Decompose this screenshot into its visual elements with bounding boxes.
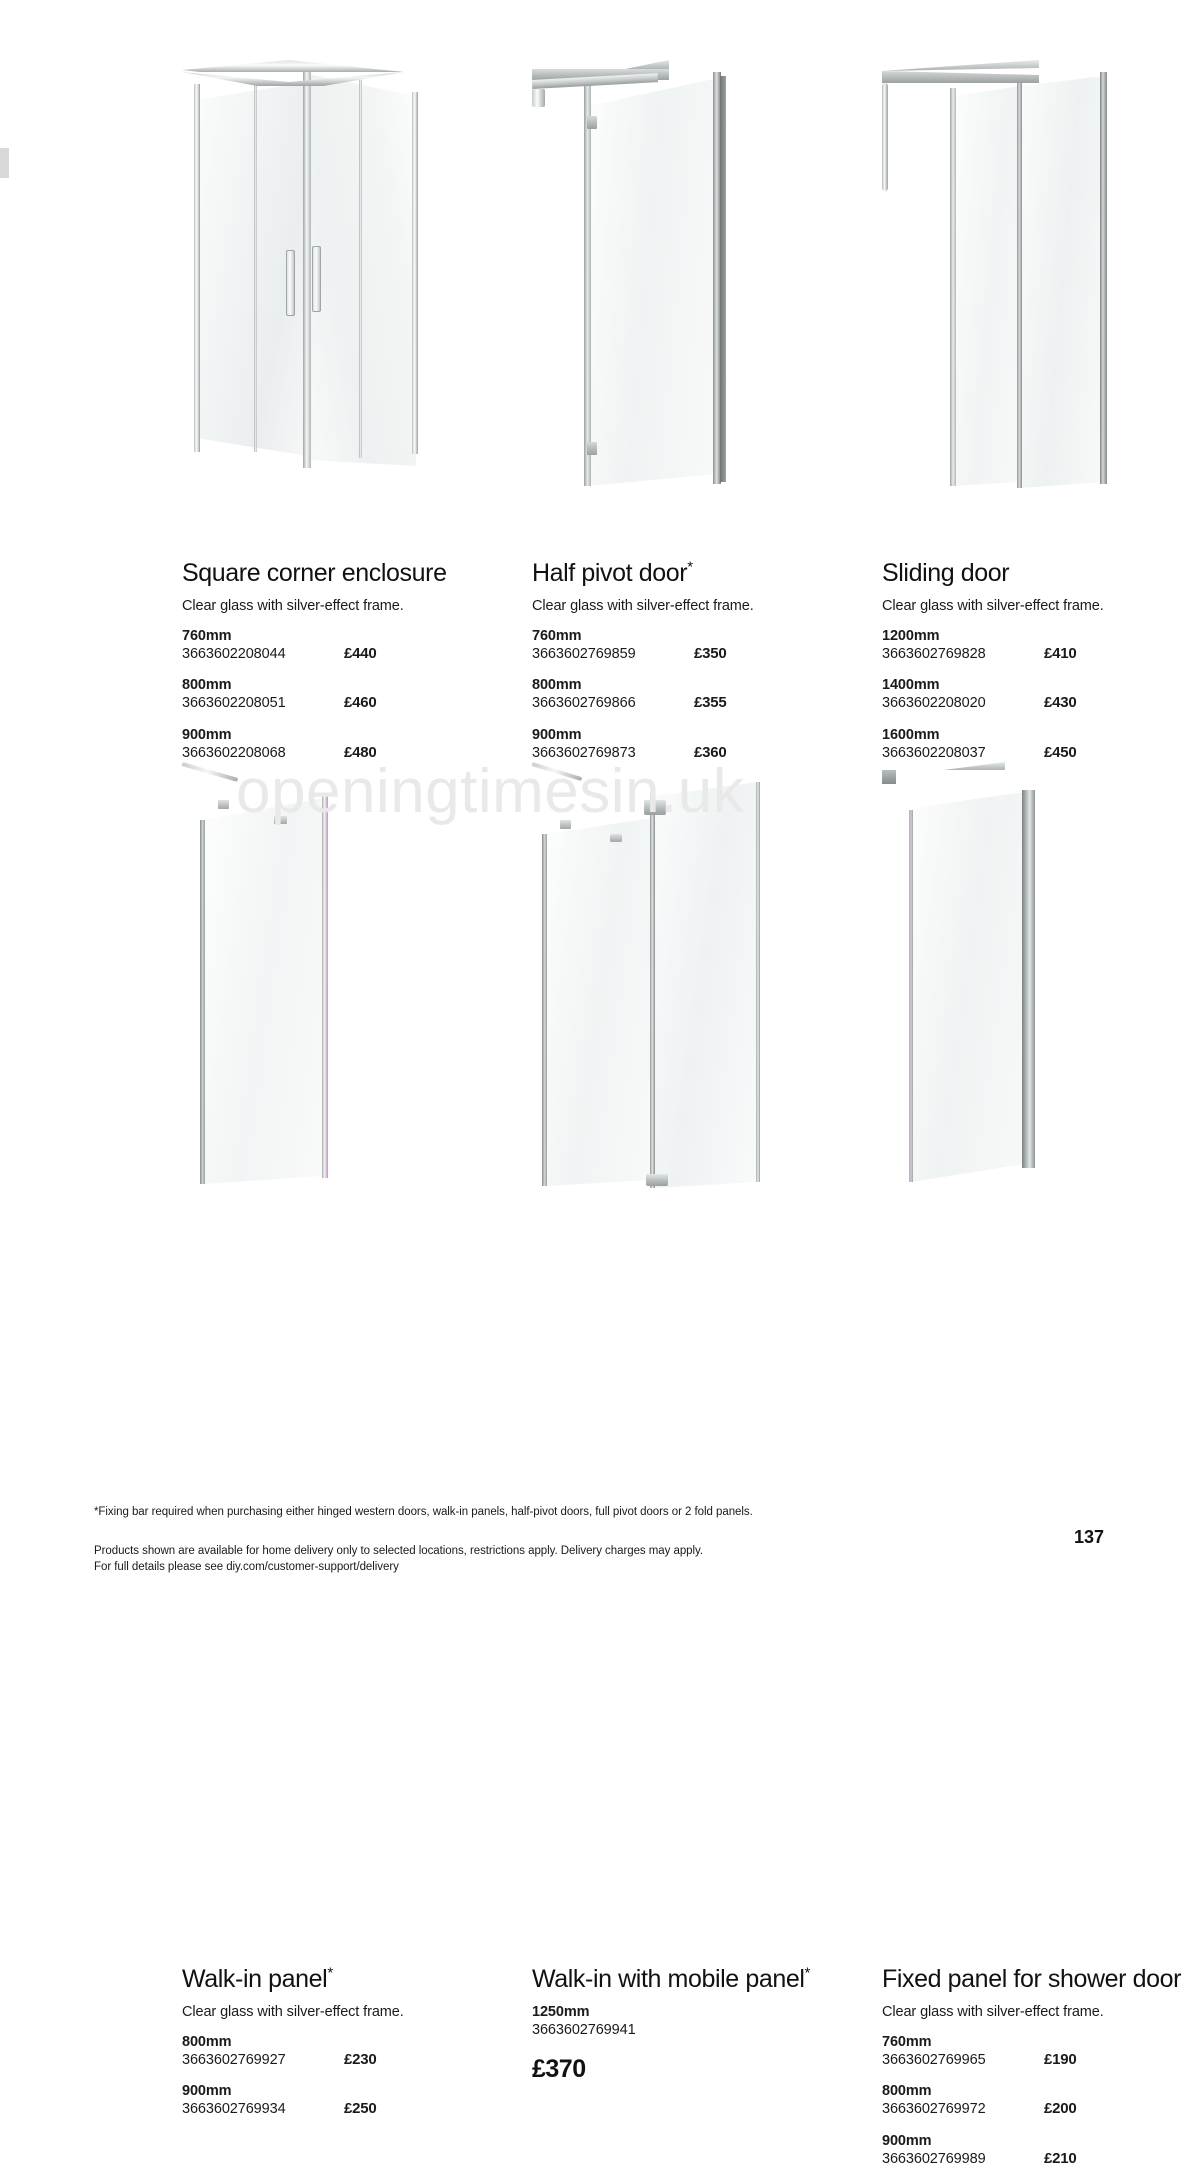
variant-size: 800mm <box>182 2034 232 2051</box>
product-image-half-pivot-door <box>532 60 852 480</box>
product-info-walk-in-panel <box>182 1966 502 2132</box>
variant-row[interactable] <box>182 2033 502 2069</box>
product-image-sliding-door <box>882 60 1200 480</box>
variant-code: 3663602769866 <box>532 695 636 712</box>
footnote-fixing-bar: *Fixing bar required when purchasing either hinged western doors, walk-in panels, half-pivot doors, full pivot doors or 2 fold panels. <box>94 1506 753 1518</box>
variant-price: £480 <box>344 743 377 761</box>
product-card-sliding-door[interactable] <box>882 60 1200 761</box>
sliding-door-bottom-rail <box>882 71 1039 83</box>
fixed-panel-bottom-foot <box>882 770 896 784</box>
variant-row[interactable] <box>882 627 1200 663</box>
variant-code: 3663602769859 <box>532 646 636 663</box>
footnote-delivery-line-2: For full details please see diy.com/customer-support/delivery <box>94 1561 399 1574</box>
mobile-panel-glass-bracket <box>610 834 622 842</box>
product-info-square-corner-enclosure <box>182 560 502 775</box>
variant-size: 900mm <box>882 2132 932 2149</box>
variant-code: 3663602208044 <box>182 646 286 663</box>
pivot-door-side-edge <box>720 76 726 482</box>
product-card-square-corner-enclosure[interactable] <box>182 60 502 761</box>
enclosure-top-rail <box>182 60 404 72</box>
page-footer <box>94 1505 1104 1576</box>
variant-price: £370 <box>532 2054 586 2083</box>
product-title: Half pivot door* <box>532 558 693 587</box>
product-image-fixed-panel <box>882 762 1200 1192</box>
enclosure-corner-post <box>303 72 311 468</box>
mobile-panel-support-arm <box>531 762 582 781</box>
pivot-door-top-rail <box>532 60 669 69</box>
mobile-panel-glass-small <box>546 818 652 1186</box>
product-title: Fixed panel for shower door <box>882 1965 1182 1993</box>
variant-size: 760mm <box>532 628 582 645</box>
product-description: Clear glass with silver-effect frame. <box>182 597 404 614</box>
product-image-walk-in-panel <box>182 762 502 1192</box>
enclosure-left-frame <box>194 84 200 452</box>
variant-price: £350 <box>694 645 727 663</box>
mobile-panel-hinge-post <box>650 794 655 1188</box>
product-title: Square corner enclosure <box>182 559 447 587</box>
walk-in-panel-wall-bracket <box>218 800 229 809</box>
variant-row[interactable] <box>882 726 1200 762</box>
variant-size: 800mm <box>182 677 232 694</box>
enclosure-handle-right <box>312 246 321 312</box>
variant-code: 3663602769873 <box>532 744 636 761</box>
sliding-door-divider <box>1017 80 1022 488</box>
walk-in-panel-right-edge <box>322 796 328 1178</box>
product-card-half-pivot-door[interactable] <box>532 60 852 761</box>
variant-size: 1250mm <box>532 2003 590 2020</box>
mobile-panel-bottom-clamp <box>646 1174 668 1186</box>
variant-list <box>882 627 1200 762</box>
fixed-panel-left-edge <box>909 810 913 1182</box>
variant-row[interactable] <box>182 627 502 663</box>
product-title: Walk-in with mobile panel* <box>532 1964 810 1993</box>
walk-in-panel-support-arm <box>181 762 238 782</box>
variant-code: 3663602208051 <box>182 695 286 712</box>
variant-size: 900mm <box>532 726 582 743</box>
product-image-walk-in-with-mobile-panel <box>532 762 852 1192</box>
product-description: Clear glass with silver-effect frame. <box>182 2003 404 2020</box>
sliding-door-panel-fixed <box>954 86 1020 486</box>
product-title: Sliding door <box>882 559 1010 587</box>
variant-code: 3663602769927 <box>182 2052 286 2069</box>
variant-row[interactable] <box>532 627 852 663</box>
variant-list <box>182 627 502 762</box>
fixed-panel-glass <box>912 792 1024 1182</box>
enclosure-handle-left <box>286 250 295 316</box>
walk-in-panel-left-edge <box>200 820 205 1184</box>
variant-code: 3663602769965 <box>882 2052 986 2069</box>
pivot-door-handle <box>532 89 545 107</box>
mobile-panel-left-edge <box>542 834 547 1186</box>
product-info-sliding-door <box>882 560 1200 775</box>
fixed-panel-top-edge <box>882 762 1005 770</box>
footnote-delivery-line-1: Products shown are available for home delivery only to selected locations, restrictions apply. Delivery charges may apply. <box>94 1544 704 1557</box>
sliding-door-right-frame <box>1100 72 1107 484</box>
enclosure-right-frame <box>412 92 418 454</box>
variant-code: 3663602769989 <box>882 2150 986 2167</box>
variant-list <box>882 2033 1200 2168</box>
product-description: Clear glass with silver-effect frame. <box>882 2003 1104 2020</box>
product-description: Clear glass with silver-effect frame. <box>532 597 754 614</box>
footer-divider <box>94 1478 1106 1479</box>
sliding-door-handle <box>882 83 888 191</box>
sliding-door-top-rail <box>882 60 1039 71</box>
variant-code: 3663602769828 <box>882 646 986 663</box>
variant-size: 760mm <box>882 2034 932 2051</box>
variant-size: 800mm <box>532 677 582 694</box>
product-description: Clear glass with silver-effect frame. <box>882 597 1104 614</box>
variant-row[interactable] <box>182 2082 502 2118</box>
variant-price: £250 <box>344 2100 377 2118</box>
variant-price: £410 <box>1044 645 1077 663</box>
variant-row[interactable] <box>532 726 852 762</box>
variant-price: £360 <box>694 743 727 761</box>
pivot-door-hinge-bottom <box>587 442 597 455</box>
variant-code: 3663602769972 <box>882 2101 986 2118</box>
walk-in-panel-glass-bracket <box>274 816 287 824</box>
variant-price: £210 <box>1044 2149 1077 2167</box>
page-number: 137 <box>1073 1527 1104 1547</box>
variant-row[interactable] <box>182 676 502 712</box>
product-info-walk-in-with-mobile-panel <box>532 1966 852 2084</box>
variant-code: 3663602208037 <box>882 744 986 761</box>
variant-row[interactable] <box>882 2082 1200 2118</box>
variant-size: 760mm <box>182 628 232 645</box>
mobile-panel-right-edge <box>756 782 760 1182</box>
variant-list <box>182 2033 502 2119</box>
variant-price: £450 <box>1044 743 1077 761</box>
variant-price: £230 <box>344 2051 377 2069</box>
walk-in-panel-glass <box>204 798 324 1184</box>
variant-row[interactable] <box>882 2132 1200 2168</box>
variant-price: £430 <box>1044 694 1077 712</box>
variant-row[interactable] <box>532 2003 852 2039</box>
variant-list <box>532 627 852 762</box>
variant-price: £200 <box>1044 2100 1077 2118</box>
variant-size: 1200mm <box>882 628 940 645</box>
variant-row[interactable] <box>532 676 852 712</box>
variant-code: 3663602769941 <box>532 2021 636 2038</box>
enclosure-left-mullion <box>254 86 257 452</box>
enclosure-right-glass <box>308 74 416 466</box>
product-card-walk-in-with-mobile-panel[interactable] <box>532 762 852 2083</box>
variant-price: £355 <box>694 694 727 712</box>
product-title: Walk-in panel* <box>182 1964 333 1993</box>
fixed-panel-right-profile <box>1022 790 1035 1168</box>
variant-size: 1400mm <box>882 677 940 694</box>
mobile-panel-top-clamp <box>644 800 666 815</box>
variant-price: £190 <box>1044 2051 1077 2069</box>
variant-size: 1600mm <box>882 726 940 743</box>
variant-row[interactable] <box>882 676 1200 712</box>
enclosure-right-mullion <box>359 80 362 458</box>
variant-row[interactable] <box>182 726 502 762</box>
mobile-panel-glass-large <box>654 782 758 1188</box>
variant-size: 800mm <box>882 2083 932 2100</box>
variant-code: 3663602208068 <box>182 744 286 761</box>
variant-price: £440 <box>344 645 377 663</box>
mobile-panel-wall-bracket <box>560 820 571 829</box>
variant-size: 900mm <box>182 726 232 743</box>
pivot-door-glass <box>588 78 718 486</box>
pivot-door-left-frame <box>584 80 591 486</box>
variant-code: 3663602769934 <box>182 2101 286 2118</box>
variant-price: £460 <box>344 694 377 712</box>
watermark: openingtimesin.uk <box>236 757 745 826</box>
variant-row[interactable] <box>882 2033 1200 2069</box>
product-image-square-corner-enclosure <box>182 60 502 480</box>
product-info-half-pivot-door <box>532 560 852 775</box>
variant-size: 900mm <box>182 2083 232 2100</box>
enclosure-bottom-rail <box>182 72 404 86</box>
variant-code: 3663602208020 <box>882 695 986 712</box>
pivot-door-hinge-top <box>587 116 597 129</box>
product-info-fixed-panel <box>882 1966 1200 2181</box>
sliding-door-panel-sliding <box>1020 76 1104 488</box>
sliding-door-left-frame <box>950 88 956 486</box>
